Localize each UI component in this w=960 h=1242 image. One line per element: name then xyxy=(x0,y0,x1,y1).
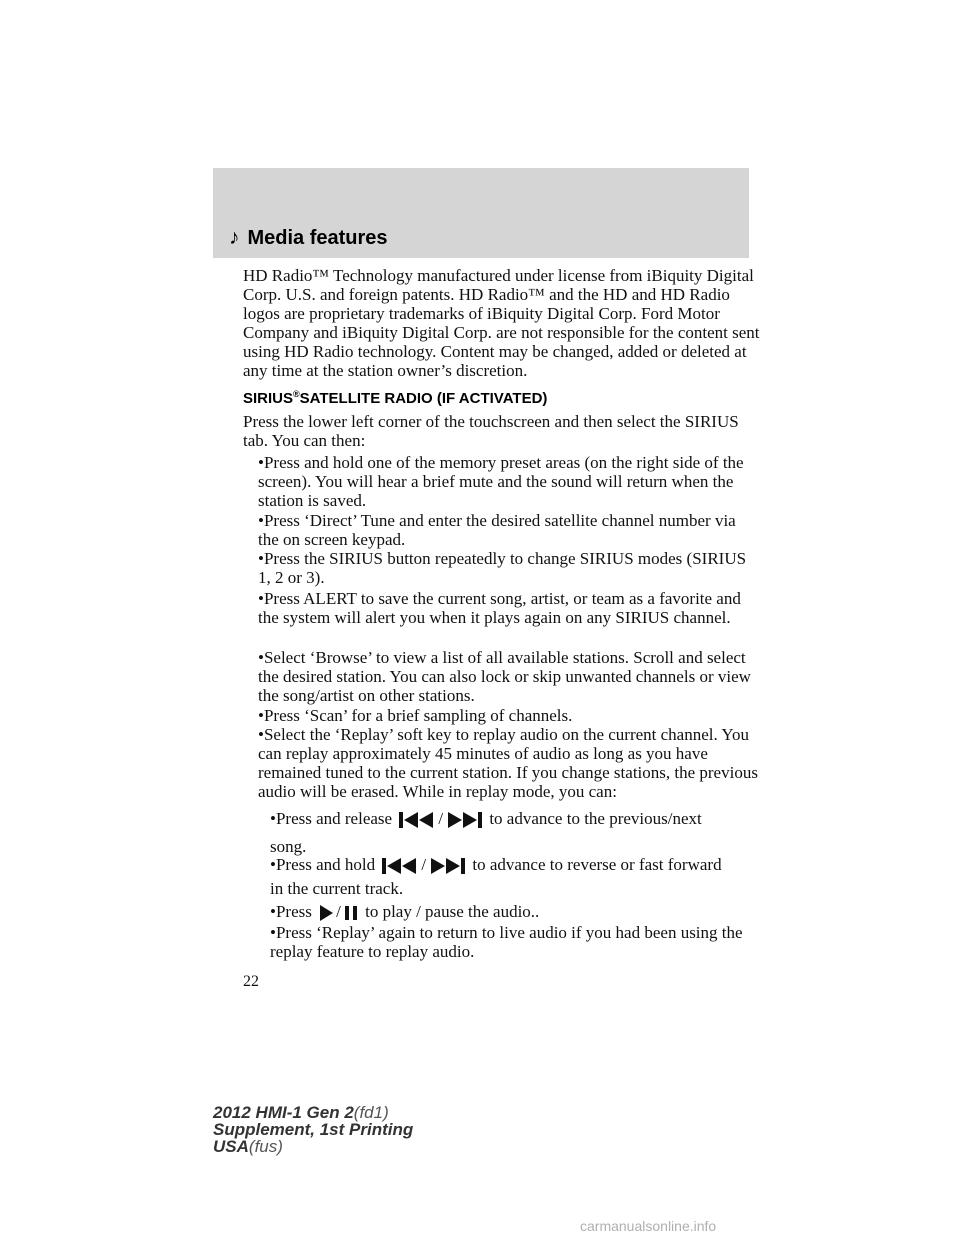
bullet-marker: • xyxy=(258,648,264,667)
footer xyxy=(213,1104,413,1155)
footer-code: (fd1) xyxy=(353,1103,389,1122)
page-title xyxy=(229,226,388,250)
separator: / xyxy=(438,809,444,828)
list-item-text: Select ‘Browse’ to view a list of all available stations. Scroll and select the desired station. You can also lock or skip unwanted channels or view the song/artist on other stations. xyxy=(258,648,751,705)
list-item-text: Press ‘Scan’ for a brief sampling of channels. xyxy=(263,706,573,725)
page-number: 22 xyxy=(243,973,259,990)
list-item-text: Press and hold one of the memory preset areas (on the right side of the screen). You will hear a brief mute and the sound will return when the station is saved. xyxy=(258,453,744,510)
seek-forward-icon xyxy=(428,856,466,876)
sirius-heading-rest: SATELLITE RADIO (IF ACTIVATED) xyxy=(299,390,548,407)
separator: / xyxy=(421,855,427,874)
sirius-heading xyxy=(243,389,547,407)
replay-option-text: Press ‘Replay’ again to return to live audio if you had been using the replay feature to replay audio. xyxy=(270,923,743,961)
footer-line xyxy=(213,1104,413,1121)
watermark: carmanualsonline.info xyxy=(580,1218,717,1234)
seek-forward-icon xyxy=(445,810,483,830)
footer-line xyxy=(213,1138,413,1155)
registered-mark: ® xyxy=(293,389,300,399)
list-item xyxy=(258,549,758,587)
footer-edition: 2012 HMI-1 Gen 2 xyxy=(213,1103,354,1122)
seek-back-icon xyxy=(398,810,436,830)
replay-option-text: Press and hold xyxy=(275,855,376,874)
bullet-marker: • xyxy=(258,453,264,472)
replay-option-text: Press xyxy=(275,902,312,921)
replay-option xyxy=(270,855,750,876)
list-item xyxy=(258,706,758,725)
replay-option-text: Press and release xyxy=(275,809,393,828)
bullet-marker: • xyxy=(270,855,276,874)
bullet-marker: • xyxy=(258,706,264,725)
footer-line: Supplement, 1st Printing xyxy=(213,1120,414,1139)
bullet-marker: • xyxy=(270,923,276,942)
list-item-text: Press the SIRIUS button repeatedly to change SIRIUS modes (SIRIUS 1, 2 or 3). xyxy=(258,549,747,587)
pause-icon xyxy=(343,904,359,922)
footer-market: USA xyxy=(213,1137,249,1156)
bullet-marker: • xyxy=(258,549,264,568)
list-item xyxy=(258,511,758,549)
intro-paragraph: HD Radio™ Technology manufactured under license from iBiquity Digital Corp. U.S. and foreign patents. HD Radio™ and the HD and HD Radio logos are proprietary trademarks of iBiquity Digital Corp. Ford Motor Company and iBiquity Digital Corp. are not responsible for the content sent using HD Radio technology. Content may be changed, added or deleted at any time at the station owner’s discretion. xyxy=(243,266,760,380)
list-item-text: Press ‘Direct’ Tune and enter the desired satellite channel number via the on screen keypad. xyxy=(258,511,736,549)
bullet-marker: • xyxy=(258,589,264,608)
seek-back-icon xyxy=(381,856,419,876)
list-item xyxy=(258,648,758,705)
sirius-heading-prefix: SIRIUS xyxy=(243,390,294,407)
replay-option-text: to play / pause the audio.. xyxy=(365,902,540,921)
music-note-icon: ♪ xyxy=(229,226,240,249)
replay-option-text: to advance to reverse or fast forward xyxy=(472,855,722,874)
replay-option-cont: in the current track. xyxy=(270,879,404,898)
replay-option-cont: song. xyxy=(270,837,307,856)
list-item-text: Press ALERT to save the current song, artist, or team as a favorite and the system will alert you when it plays again on any SIRIUS channel. xyxy=(258,589,741,627)
bullet-marker: • xyxy=(258,725,264,744)
replay-option-text: to advance to the previous/next xyxy=(489,809,702,828)
sirius-intro: Press the lower left corner of the touchscreen and then select the SIRIUS tab. You can then: xyxy=(243,412,739,450)
replay-option xyxy=(270,923,750,961)
footer-code: (fus) xyxy=(248,1137,283,1156)
list-item xyxy=(258,725,763,801)
separator: / xyxy=(336,902,341,921)
replay-option xyxy=(270,902,750,922)
play-icon xyxy=(318,904,334,922)
replay-option xyxy=(270,809,750,830)
page-title-text: Media features xyxy=(247,227,388,249)
bullet-marker: • xyxy=(270,809,276,828)
list-item xyxy=(258,453,758,510)
bullet-marker: • xyxy=(258,511,264,530)
bullet-marker: • xyxy=(270,902,276,921)
list-item-text: Select the ‘Replay’ soft key to replay audio on the current channel. You can replay approximately 45 minutes of audio as long as you have remained tuned to the current station. If you change stations, the previous audio will be erased. While in replay mode, you can: xyxy=(258,725,758,801)
list-item xyxy=(258,589,758,627)
